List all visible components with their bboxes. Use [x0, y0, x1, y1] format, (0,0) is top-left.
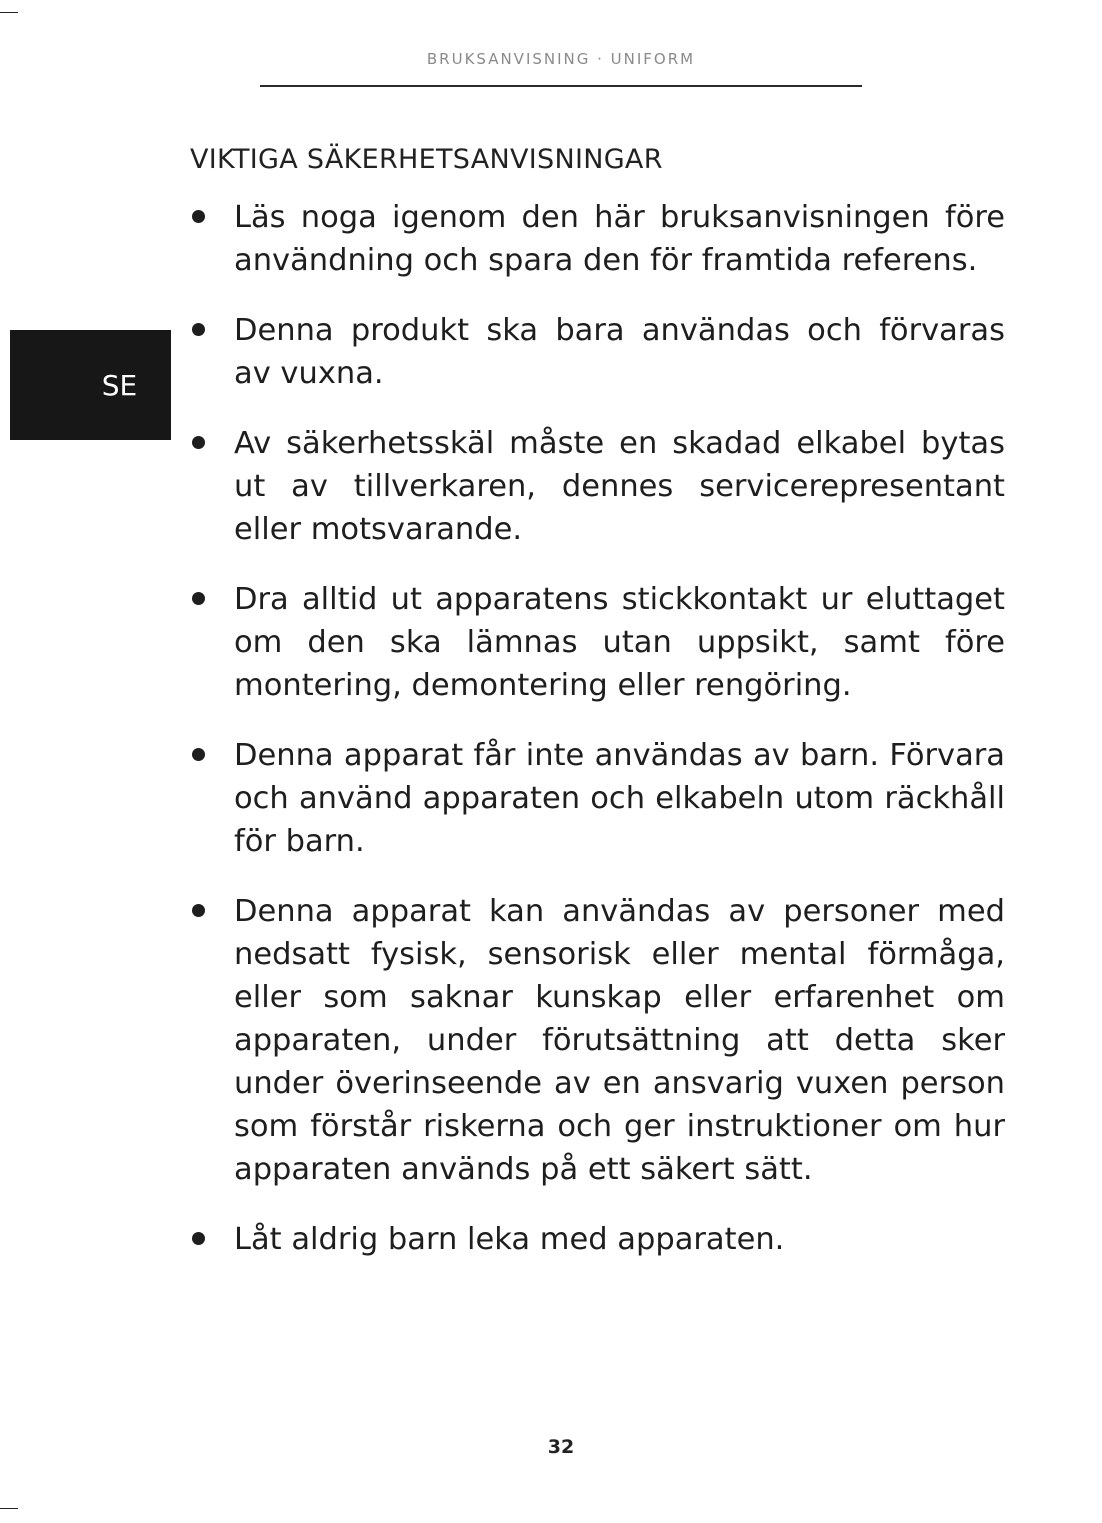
list-item-text: Denna apparat får inte användas av barn. Förvara och använd apparaten och elkabeln utom räckhåll för barn. — [234, 738, 1005, 859]
list-item-text: Denna apparat kan användas av personer med nedsatt fysisk, sensorisk eller mental förmåga, eller som saknar kunskap eller erfarenhet om apparaten, under förutsättning att detta sker under överinseende av en ansvarig vuxen person som förstår riskerna och ger instruktioner om hur apparaten används på ett säkert sätt. — [234, 894, 1005, 1187]
language-tab-label: SE — [101, 368, 138, 402]
list-item — [190, 734, 1005, 863]
bullet-icon — [192, 323, 205, 336]
bullet-icon — [192, 436, 205, 449]
section-title: VIKTIGA SÄKERHETSANVISNINGAR — [190, 144, 663, 175]
list-item — [190, 422, 1005, 551]
safety-instructions-list — [190, 196, 1005, 1288]
list-item-text: Av säkerhetsskäl måste en skadad elkabel bytas ut av tillverkaren, dennes servicerepresentant eller motsvarande. — [234, 426, 1005, 547]
bullet-icon — [192, 592, 205, 605]
crop-mark-top — [0, 12, 18, 13]
bullet-icon — [192, 1232, 205, 1245]
list-item-text: Denna produkt ska bara användas och förvaras av vuxna. — [234, 313, 1005, 391]
header-divider — [260, 85, 862, 87]
list-item — [190, 1218, 1005, 1261]
language-tab — [10, 330, 171, 440]
crop-mark-bottom — [0, 1508, 18, 1509]
page-number: 32 — [547, 1436, 575, 1458]
list-item — [190, 196, 1005, 282]
list-item — [190, 309, 1005, 395]
bullet-icon — [192, 904, 205, 917]
bullet-icon — [192, 210, 205, 223]
list-item-text: Låt aldrig barn leka med apparaten. — [234, 1222, 785, 1257]
list-item-text: Dra alltid ut apparatens stickkontakt ur eluttaget om den ska lämnas utan uppsikt, samt före montering, demontering eller rengöring. — [234, 582, 1005, 703]
list-item — [190, 890, 1005, 1191]
list-item-text: Läs noga igenom den här bruksanvisningen före användning och spara den för framtida referens. — [234, 200, 1005, 278]
running-header: BRUKSANVISNING · UNIFORM — [426, 50, 696, 68]
list-item — [190, 578, 1005, 707]
bullet-icon — [192, 748, 205, 761]
